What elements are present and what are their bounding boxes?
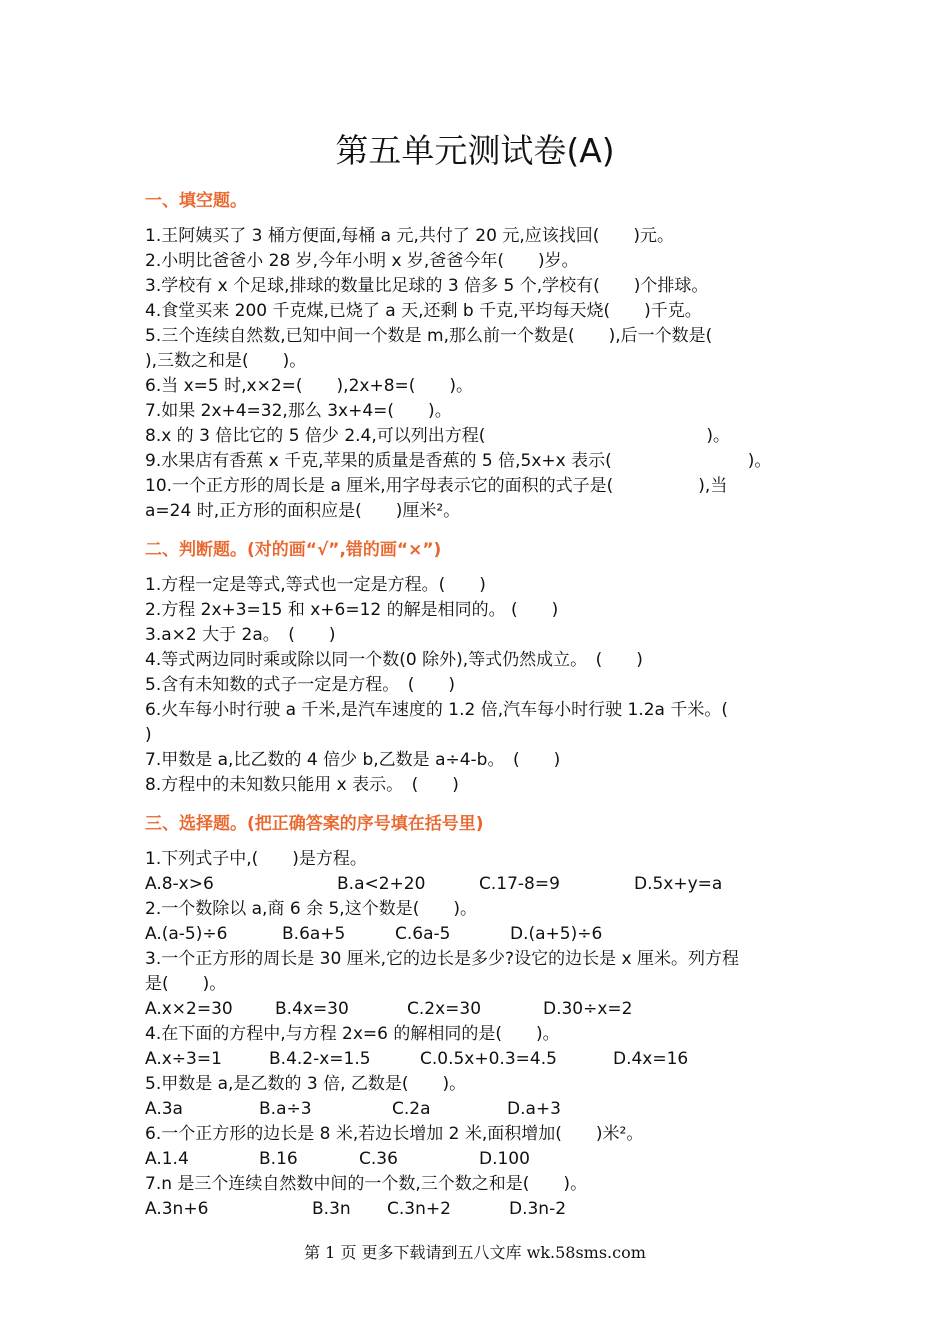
choice-question-2: 2.一个数除以 a,商 6 余 5,这个数是( )。 [145, 899, 477, 919]
fill-in-question-1: 1.王阿姨买了 3 桶方便面,每桶 a 元,共付了 20 元,应该找回( )元。 [145, 226, 674, 246]
choice-4-option-b: B.4.2-x=1.5 [269, 1049, 371, 1069]
section-multiple-choice-heading: 三、选择题。(把正确答案的序号填在括号里) [145, 814, 484, 834]
choice-question-5: 5.甲数是 a,是乙数的 3 倍, 乙数是( )。 [145, 1074, 467, 1094]
choice-1-option-a: A.8-x>6 [145, 874, 214, 894]
choice-6-option-c: C.36 [359, 1149, 398, 1169]
choice-4-option-c: C.0.5x+0.3=4.5 [420, 1049, 557, 1069]
page-title: 第五单元测试卷(A) [335, 131, 615, 170]
choice-5-option-d: D.a+3 [507, 1099, 561, 1119]
choice-question-3: 3.一个正方形的周长是 30 厘米,它的边长是多少?设它的边长是 x 厘米。列方程 [145, 949, 739, 969]
choice-7-option-d: D.3n-2 [509, 1199, 567, 1219]
choice-2-option-c: C.6a-5 [395, 924, 451, 944]
choice-5-option-c: C.2a [392, 1099, 431, 1119]
choice-4-option-a: A.x÷3=1 [145, 1049, 222, 1069]
choice-6-option-d: D.100 [479, 1149, 530, 1169]
true-false-question-3: 3.a×2 大于 2a。 ( ) [145, 625, 336, 645]
choice-2-option-b: B.6a+5 [282, 924, 346, 944]
choice-6-option-a: A.1.4 [145, 1149, 189, 1169]
choice-2-option-a: A.(a-5)÷6 [145, 924, 228, 944]
true-false-question-1: 1.方程一定是等式,等式也一定是方程。( ) [145, 575, 486, 595]
fill-in-question-5: 5.三个连续自然数,已知中间一个数是 m,那么前一个数是( ),后一个数是( [145, 326, 713, 346]
choice-4-option-d: D.4x=16 [613, 1049, 689, 1069]
choice-3-option-d: D.30÷x=2 [543, 999, 633, 1019]
choice-question-4: 4.在下面的方程中,与方程 2x=6 的解相同的是( )。 [145, 1024, 560, 1044]
section-fill-in-heading: 一、填空题。 [145, 191, 247, 211]
choice-question-3-cont: 是( )。 [145, 974, 227, 994]
choice-3-option-a: A.x×2=30 [145, 999, 233, 1019]
fill-in-question-2: 2.小明比爸爸小 28 岁,今年小明 x 岁,爸爸今年( )岁。 [145, 251, 579, 271]
choice-7-option-a: A.3n+6 [145, 1199, 209, 1219]
choice-3-option-c: C.2x=30 [407, 999, 482, 1019]
choice-1-option-b: B.a<2+20 [337, 874, 426, 894]
fill-in-question-7: 7.如果 2x+4=32,那么 3x+4=( )。 [145, 401, 452, 421]
choice-7-option-c: C.3n+2 [387, 1199, 451, 1219]
choice-question-6: 6.一个正方形的边长是 8 米,若边长增加 2 米,面积增加( )米²。 [145, 1124, 644, 1144]
true-false-question-8: 8.方程中的未知数只能用 x 表示。 ( ) [145, 775, 459, 795]
choice-5-option-a: A.3a [145, 1099, 183, 1119]
true-false-question-2: 2.方程 2x+3=15 和 x+6=12 的解是相同的。 ( ) [145, 600, 559, 620]
choice-question-7: 7.n 是三个连续自然数中间的一个数,三个数之和是( )。 [145, 1174, 588, 1194]
true-false-question-6-cont: ) [145, 725, 152, 745]
fill-in-question-5-cont: ),三数之和是( )。 [145, 351, 307, 371]
choice-3-option-b: B.4x=30 [275, 999, 349, 1019]
fill-in-question-3: 3.学校有 x 个足球,排球的数量比足球的 3 倍多 5 个,学校有( )个排球。 [145, 276, 709, 296]
choice-7-option-b: B.3n [312, 1199, 351, 1219]
choice-6-option-b: B.16 [259, 1149, 298, 1169]
choice-5-option-b: B.a÷3 [259, 1099, 312, 1119]
section-true-false-heading: 二、判断题。(对的画“√”,错的画“×”) [145, 540, 442, 560]
page-footer: 第 1 页 更多下载请到五八文库 wk.58sms.com [304, 1243, 646, 1262]
choice-1-option-d: D.5x+y=a [634, 874, 723, 894]
fill-in-question-8: 8.x 的 3 倍比它的 5 倍少 2.4,可以列出方程( )。 [145, 426, 731, 446]
choice-1-option-c: C.17-8=9 [479, 874, 560, 894]
choice-question-1: 1.下列式子中,( )是方程。 [145, 849, 367, 869]
fill-in-question-6: 6.当 x=5 时,x×2=( ),2x+8=( )。 [145, 376, 474, 396]
true-false-question-6: 6.火车每小时行驶 a 千米,是汽车速度的 1.2 倍,汽车每小时行驶 1.2a 千米。( [145, 700, 728, 720]
true-false-question-5: 5.含有未知数的式子一定是方程。 ( ) [145, 675, 455, 695]
fill-in-question-10: 10.一个正方形的周长是 a 厘米,用字母表示它的面积的式子是( ),当 [145, 476, 728, 496]
fill-in-question-9: 9.水果店有香蕉 x 千克,苹果的质量是香蕉的 5 倍,5x+x 表示( )。 [145, 451, 772, 471]
true-false-question-7: 7.甲数是 a,比乙数的 4 倍少 b,乙数是 a÷4-b。 ( ) [145, 750, 561, 770]
true-false-question-4: 4.等式两边同时乘或除以同一个数(0 除外),等式仍然成立。 ( ) [145, 650, 643, 670]
fill-in-question-10-cont: a=24 时,正方形的面积应是( )厘米²。 [145, 501, 461, 521]
fill-in-question-4: 4.食堂买来 200 千克煤,已烧了 a 天,还剩 b 千克,平均每天烧( )千克。 [145, 301, 702, 321]
choice-2-option-d: D.(a+5)÷6 [510, 924, 603, 944]
